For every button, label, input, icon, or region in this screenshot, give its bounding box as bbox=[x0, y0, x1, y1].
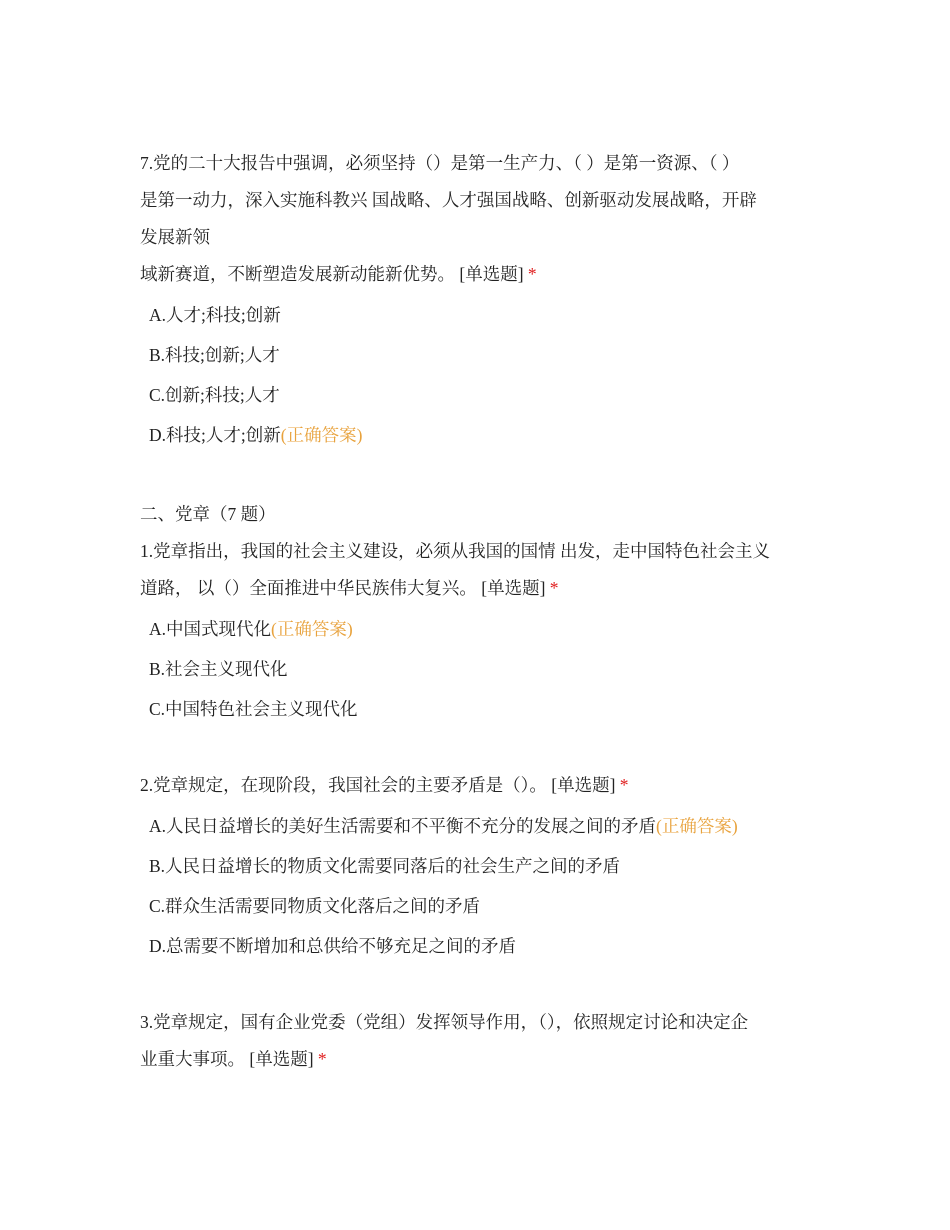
option-c: C.创新;科技;人才 bbox=[149, 385, 280, 405]
section-2-question-1 bbox=[140, 540, 820, 721]
correct-answer-label: (正确答案) bbox=[280, 425, 363, 445]
option-a-correct bbox=[149, 618, 820, 641]
document-page bbox=[140, 152, 820, 1071]
question-type-tag: [单选题] bbox=[481, 578, 546, 598]
question-7-options bbox=[140, 304, 820, 447]
s2-question-3-line-2-text: 业重大事项。 bbox=[140, 1049, 245, 1069]
option-d: D.总需要不断增加和总供给不够充足之间的矛盾 bbox=[149, 936, 517, 956]
question-7-line-2: 是第一动力，深入实施科教兴 国战略、人才强国战略、创新驱动发展战略，开辟 bbox=[140, 190, 757, 210]
s2-question-2-line-1-text: 2.党章规定，在现阶段，我国社会的主要矛盾是（）。 bbox=[140, 775, 547, 795]
question-7-line-3: 发展新领 bbox=[140, 227, 210, 247]
question-7-line-4-text: 域新赛道，不断塑造发展新动能新优势。 bbox=[140, 264, 455, 284]
question-7 bbox=[140, 152, 820, 447]
s2-question-1-options bbox=[140, 618, 820, 721]
s2-question-3-line-2 bbox=[140, 1048, 820, 1071]
section-2-question-2 bbox=[140, 774, 820, 958]
s2-question-1-line-2-text: 道路， 以（）全面推进中华民族伟大复兴。 bbox=[140, 578, 477, 598]
s2-question-3-line-1: 3.党章规定，国有企业党委（党组）发挥领导作用，（），依照规定讨论和决定企 bbox=[140, 1012, 749, 1032]
s2-question-1-line-2 bbox=[140, 577, 820, 600]
option-d-correct bbox=[149, 424, 820, 447]
s2-question-1-line-1: 1.党章指出，我国的社会主义建设，必须从我国的国情 出发，走中国特色社会主义 bbox=[140, 541, 770, 561]
option-c: C.中国特色社会主义现代化 bbox=[149, 699, 358, 719]
option-b: B.科技;创新;人才 bbox=[149, 345, 280, 365]
correct-answer-label: (正确答案) bbox=[271, 619, 353, 639]
question-type-tag: [单选题] bbox=[459, 264, 524, 284]
correct-answer-label: (正确答案) bbox=[656, 816, 738, 836]
section-title-party-constitution: 二、党章（7 题） bbox=[140, 504, 276, 524]
option-b: B.人民日益增长的物质文化需要同落后的社会生产之间的矛盾 bbox=[149, 856, 621, 876]
required-mark: * bbox=[619, 775, 629, 795]
s2-question-2-options bbox=[140, 815, 820, 958]
question-7-line-4 bbox=[140, 263, 820, 286]
option-a: A.人才;科技;创新 bbox=[149, 305, 281, 325]
option-c: C.群众生活需要同物质文化落后之间的矛盾 bbox=[149, 896, 481, 916]
required-mark: * bbox=[317, 1049, 327, 1069]
option-a-text: A.人民日益增长的美好生活需要和不平衡不充分的发展之间的矛盾 bbox=[149, 816, 657, 836]
question-type-tag: [单选题] bbox=[249, 1049, 314, 1069]
section-2-question-3 bbox=[140, 1011, 820, 1071]
required-mark: * bbox=[527, 264, 537, 284]
option-d-text: D.科技;人才;创新 bbox=[149, 425, 281, 445]
option-a-correct bbox=[149, 815, 820, 838]
option-b: B.社会主义现代化 bbox=[149, 659, 288, 679]
question-7-line-1: 7.党的二十大报告中强调，必须坚持（）是第一生产力、（ ）是第一资源、（ ） bbox=[140, 153, 740, 173]
option-a-text: A.中国式现代化 bbox=[149, 619, 272, 639]
question-type-tag: [单选题] bbox=[551, 775, 616, 795]
s2-question-2-line-1 bbox=[140, 774, 820, 797]
required-mark: * bbox=[549, 578, 559, 598]
